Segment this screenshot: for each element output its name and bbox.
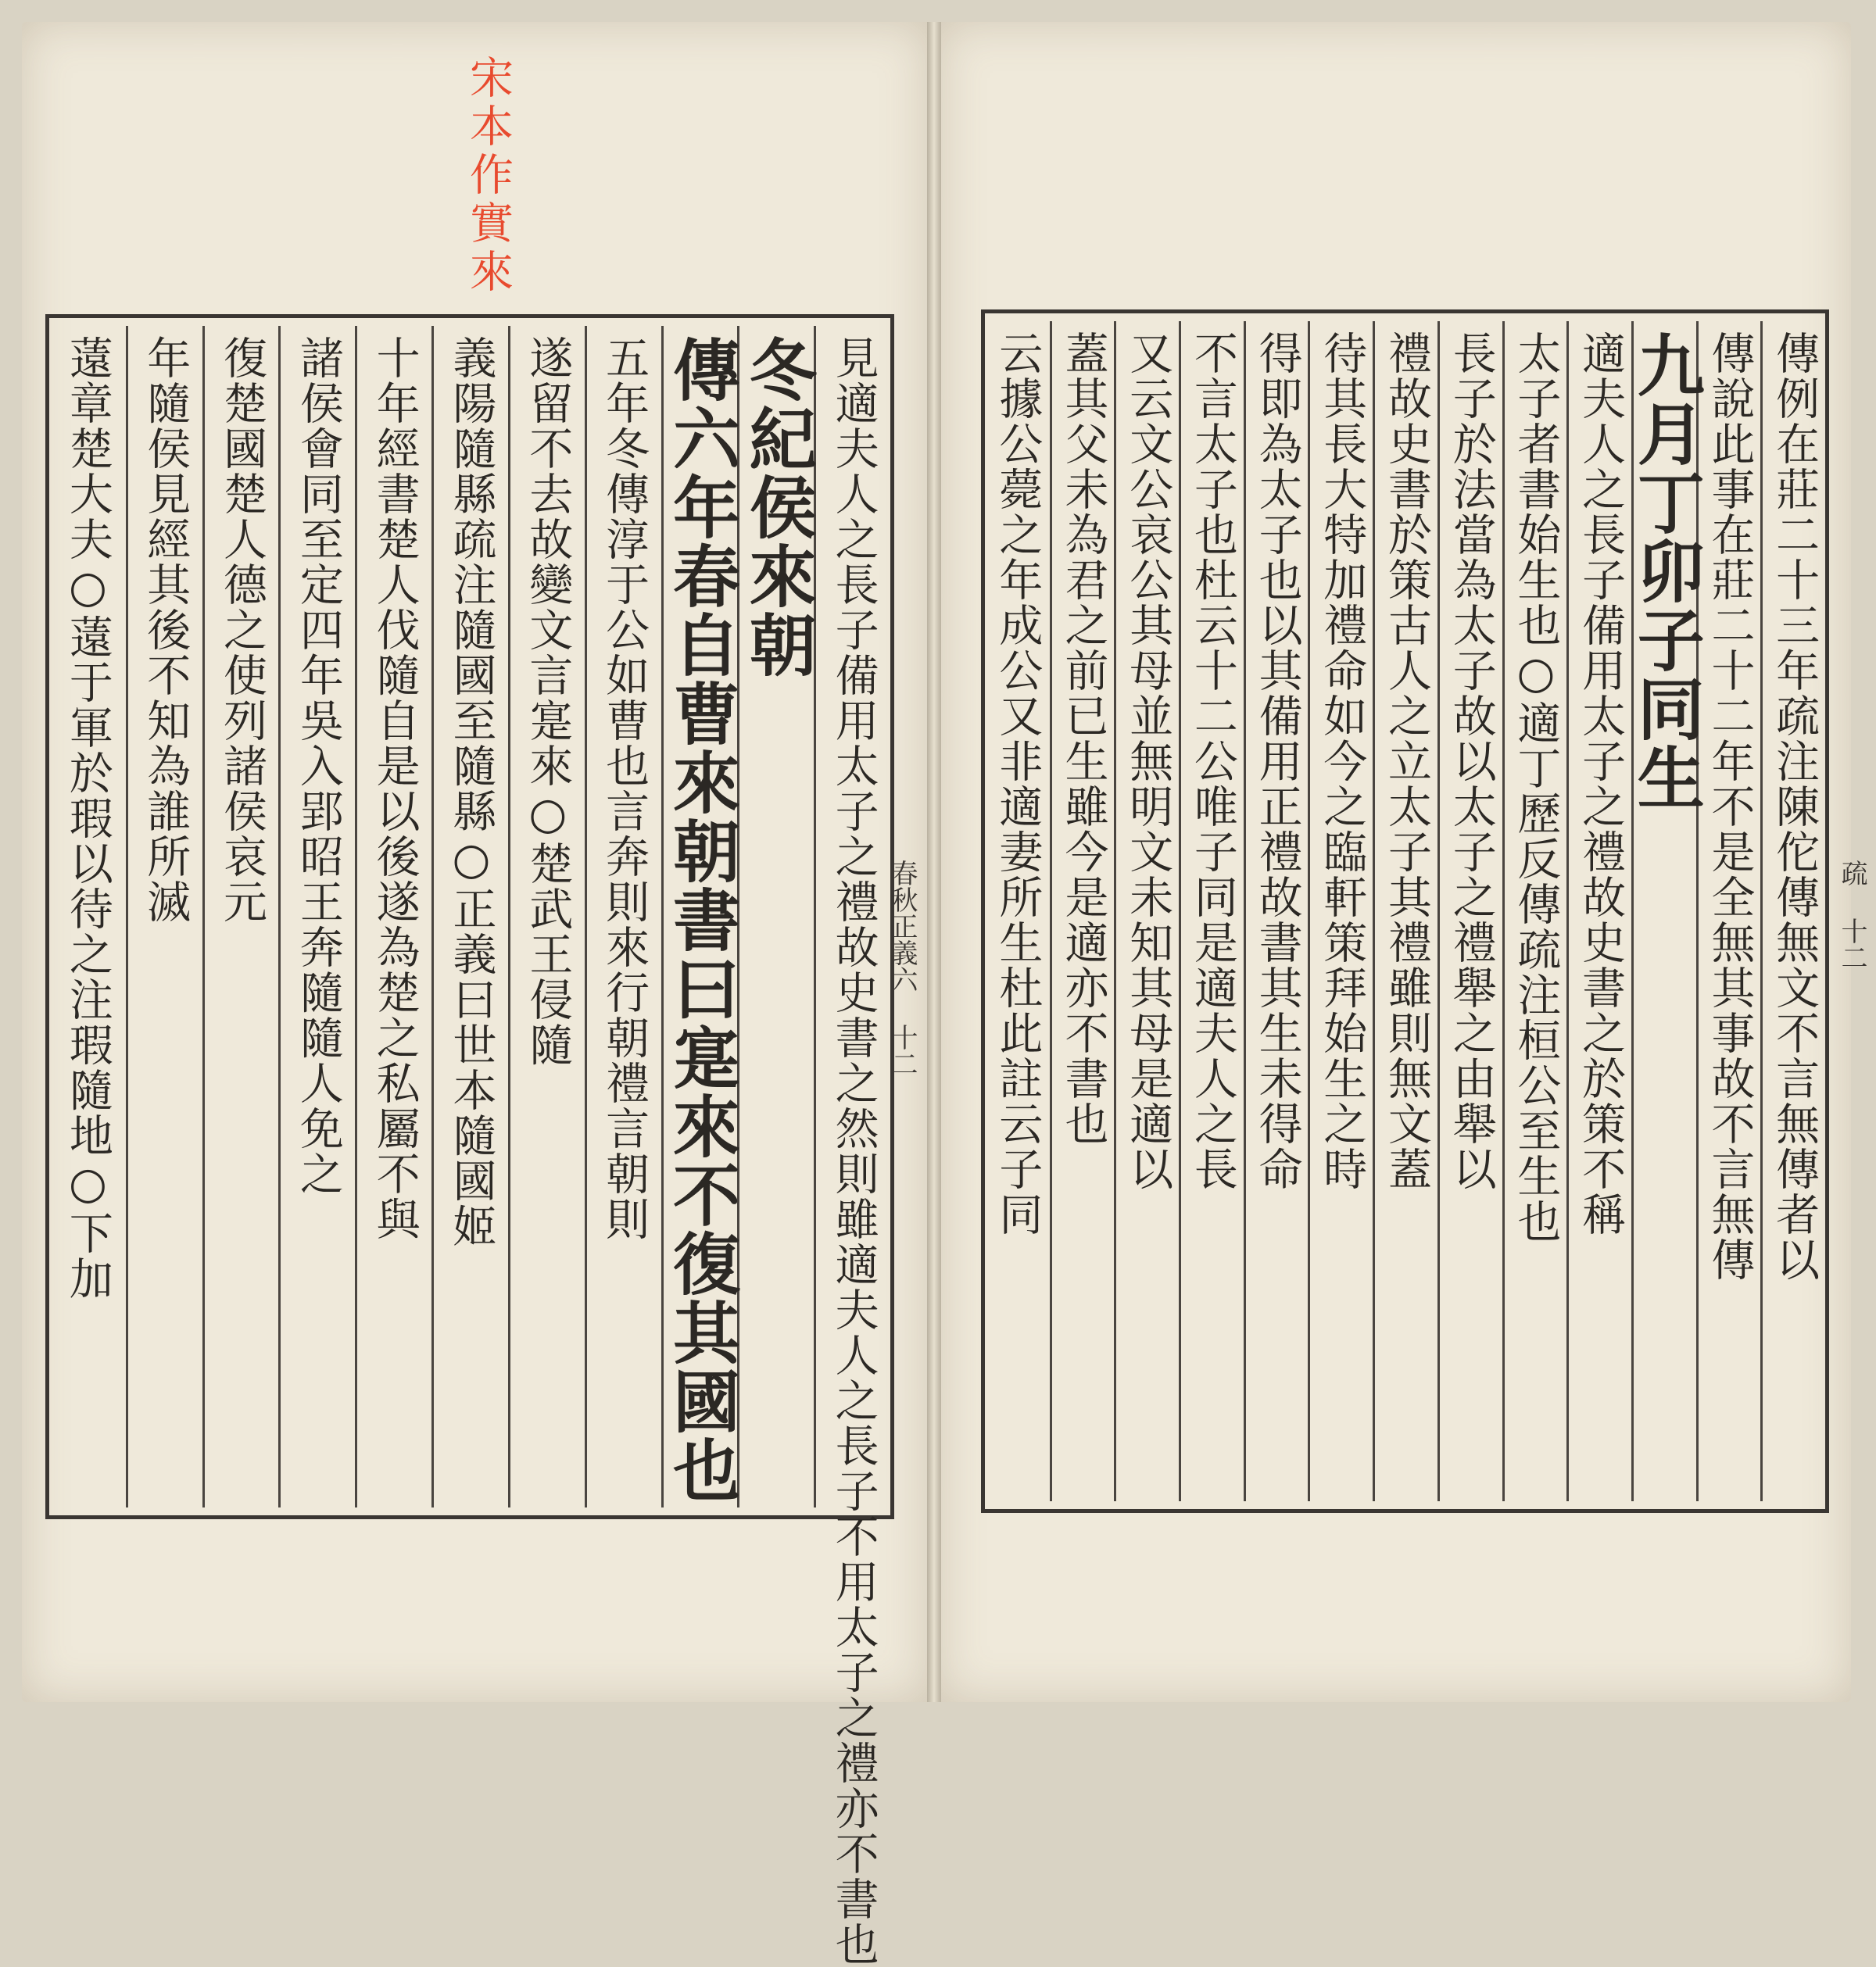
left-page-column-text: 十年經書楚人伐隨自是以後遂為楚之私屬不與	[369, 335, 421, 1242]
right-page-column-text: 太子者書始生也○適丁歷反傳疏注桓公至生也	[1510, 331, 1562, 1244]
right-page-column	[1179, 321, 1244, 1501]
right-text-frame	[981, 309, 1829, 1513]
left-page-column-text: 年隨侯見經其後不知為誰所滅	[140, 335, 192, 924]
book-gutter	[927, 22, 941, 1702]
left-page-column-text: 義陽隨縣疏注隨國至隨縣○正義曰世本隨國姬	[446, 335, 497, 1249]
left-page-column-text: 諸侯會同至定四年吳入郢昭王奔隨隨人免之	[292, 335, 344, 1196]
right-page-column-text: 九月丁卯子同生	[1625, 331, 1705, 812]
right-page-column-text: 傳說此事在莊二十二年不是全無其事故不言無傳	[1704, 331, 1756, 1282]
left-page-column-text: 見適夫人之長子備用太子之禮故史書之然則雖適夫人之長子不用太子之禮亦不書也	[828, 335, 879, 1967]
left-page-column-text: 五年冬傳淳于公如曹也言奔則來行朝禮言朝則	[599, 335, 650, 1242]
right-page-column	[1114, 321, 1179, 1501]
left-page-column	[661, 326, 738, 1507]
left-page-column	[508, 326, 585, 1507]
red-annotation: 宋本作實來	[463, 55, 514, 297]
right-page-column	[1308, 321, 1373, 1501]
right-page-column	[1502, 321, 1567, 1501]
left-page-column	[355, 326, 431, 1507]
right-page-column-text: 傳例在莊二十三年疏注陳佗傳無文不言無傳者以	[1769, 331, 1821, 1282]
right-page-column-text: 適夫人之長子備用太子之禮故史書之於策不稱	[1575, 331, 1627, 1237]
left-page-column	[585, 326, 661, 1507]
right-page-column	[1566, 321, 1631, 1501]
left-page-column-text: 遂留不去故變文言寔來○楚武王侵隨	[522, 335, 574, 1068]
right-page-column-text: 待其長大特加禮命如今之臨軒策拜始生之時	[1316, 331, 1368, 1192]
right-page-column	[1437, 321, 1502, 1501]
right-page-column-text: 得即為太子也以其備用正禮故書其生未得命	[1251, 331, 1303, 1192]
left-page-column	[126, 326, 202, 1507]
left-page-column-text: 復楚國楚人德之使列諸侯哀元	[217, 335, 268, 924]
right-page-column	[1373, 321, 1437, 1501]
right-page-column-text: 蓋其父未為君之前已生雖今是適亦不書也	[1058, 331, 1109, 1146]
right-page-column	[1050, 321, 1115, 1501]
right-page-column-text: 云據公薨之年成公又非適妻所生杜此註云子同	[992, 331, 1044, 1237]
left-page-column	[431, 326, 508, 1507]
left-page-column-text: 冬紀侯來朝	[737, 335, 817, 679]
left-page-column	[737, 326, 817, 1507]
right-page-column	[1625, 321, 1705, 1501]
left-page-column-text: 傳六年春自曹來朝書曰寔來不復其國也	[661, 335, 740, 1504]
left-page-column-text: 薳章楚大夫○薳于軍於瑕以待之注瑕隨地○下加	[62, 335, 113, 1301]
left-page-column	[202, 326, 279, 1507]
left-text-frame	[45, 314, 894, 1967]
right-page-column	[1760, 321, 1825, 1501]
left-page-column	[814, 326, 890, 1967]
right-page-column-text: 禮故史書於策古人之立太子其禮雖則無文蓋	[1380, 331, 1432, 1192]
right-page-column	[1244, 321, 1309, 1501]
right-page-column-text: 又云文公哀公其母並無明文未知其母是適以	[1122, 331, 1174, 1192]
right-page-column-text: 不言太子也杜云十二公唯子同是適夫人之長	[1187, 331, 1238, 1192]
right-page-column	[985, 321, 1050, 1501]
right-page-column-text: 長子於法當為太子故以太子之禮舉之由舉以	[1445, 331, 1497, 1192]
left-page-column	[278, 326, 355, 1507]
right-margin-label: 疏 十二	[1836, 860, 1867, 971]
left-page-column	[49, 326, 126, 1507]
left-margin-label: 春秋正義六 十二	[886, 860, 918, 1077]
